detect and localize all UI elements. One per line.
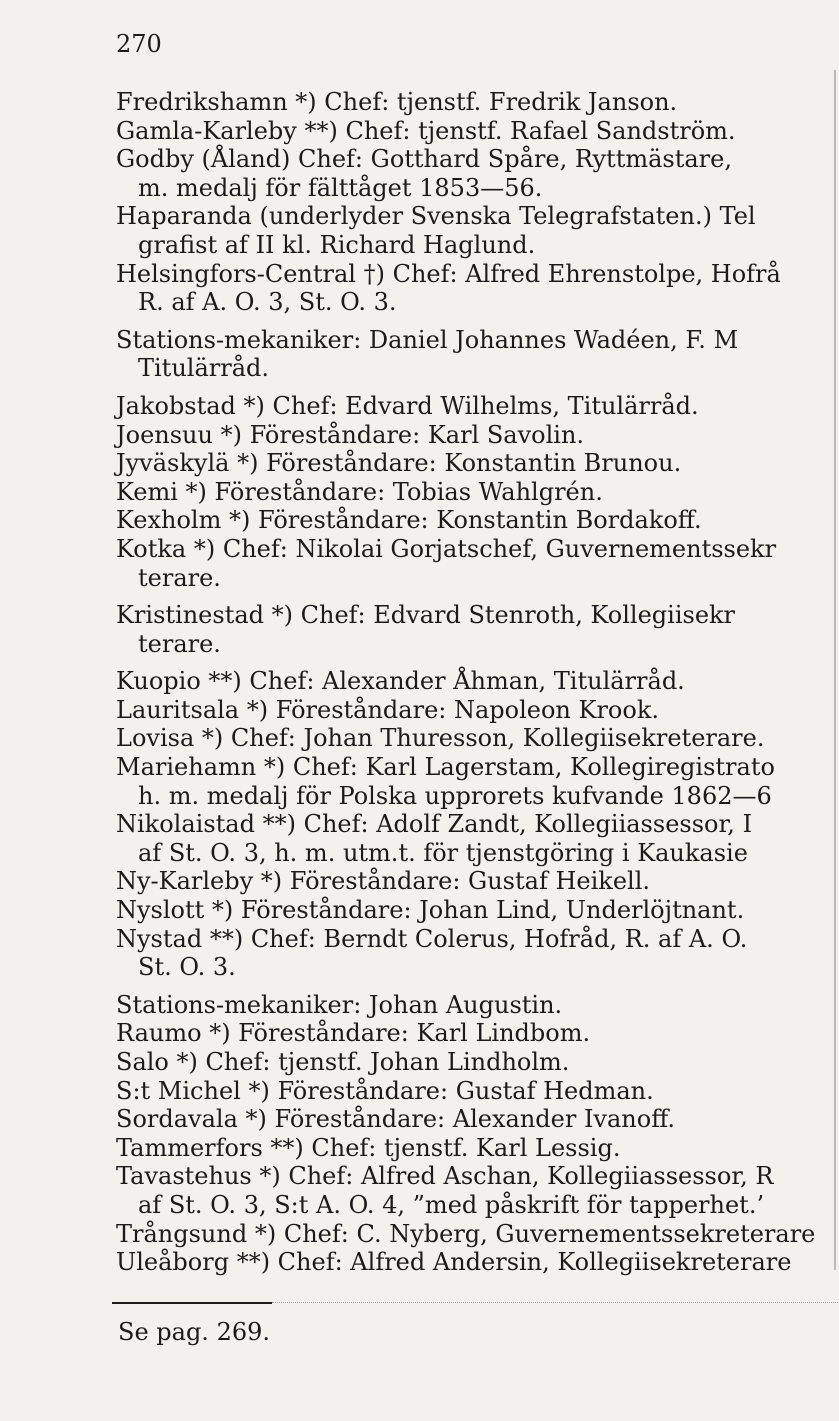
entry-continuation-line: af St. O. 3, h. m. utm.t. för tjenstgöring i Kaukasie [138, 838, 748, 867]
station-entry [116, 667, 839, 696]
station-entry [116, 696, 839, 725]
entry-line: Gamla-Karleby **) Chef: tjenstf. Rafael Sandström. [116, 116, 736, 145]
station-entry [116, 810, 839, 867]
entry-continuation-line: R. af A. O. 3, St. O. 3. [138, 288, 397, 317]
station-entry [116, 421, 839, 450]
station-entry [116, 117, 839, 146]
entry-continuation-line: grafist af II kl. Richard Haglund. [138, 230, 536, 259]
entry-line: Tavastehus *) Chef: Alfred Aschan, Kollegiiassessor, R [116, 1162, 774, 1191]
entry-line: Lauritsala *) Föreståndare: Napoleon Krook. [116, 695, 659, 724]
entry-line: Raumo *) Föreståndare: Karl Lindbom. [116, 1019, 591, 1048]
entry-line: Mariehamn *) Chef: Karl Lagerstam, Kollegiregistrato [116, 753, 775, 782]
entry-line: Kotka *) Chef: Nikolai Gorjatschef, Guvernementssekr [116, 534, 777, 563]
station-entry [116, 535, 839, 592]
station-entry [116, 925, 839, 982]
station-entry [116, 202, 839, 259]
station-entry [116, 326, 839, 383]
entry-continuation-line: Titulärråd. [138, 354, 270, 383]
entry-line: Kexholm *) Föreståndare: Konstantin Bordakoff. [116, 506, 702, 535]
entry-line: Haparanda (underlyder Svenska Telegrafstaten.) Tel [116, 202, 756, 231]
entry-continuation-line: terare. [138, 563, 221, 592]
entry-line: Lovisa *) Chef: Johan Thuresson, Kollegiisekreterare. [116, 724, 765, 753]
footnote: Se pag. 269. [118, 1318, 271, 1346]
entry-line: Stations-mekaniker: Daniel Johannes Wadéen, F. M [116, 325, 739, 354]
entry-line: Ny-Karleby *) Föreståndare: Gustaf Heikell. [116, 867, 650, 896]
entry-line: Kristinestad *) Chef: Edvard Stenroth, Kollegiisekr [116, 601, 736, 630]
station-entry [116, 1077, 839, 1106]
station-entry [116, 88, 839, 117]
station-entry [116, 867, 839, 896]
entry-line: Kuopio **) Chef: Alexander Åhman, Titulärråd. [116, 667, 685, 696]
station-entry [116, 260, 839, 317]
footnote-rule-dotted [272, 1302, 838, 1303]
entry-line: Nystad **) Chef: Berndt Colerus, Hofråd, R. af A. O. [116, 924, 748, 953]
station-entry [116, 724, 839, 753]
station-entry [116, 506, 839, 535]
station-entry [116, 1019, 839, 1048]
entry-line: Trångsund *) Chef: C. Nyberg, Guvernementssekreterare [116, 1219, 816, 1248]
entry-continuation-line: h. m. medalj för Polska upprorets kufvande 1862—6 [138, 781, 772, 810]
entry-line: Sordavala *) Föreståndare: Alexander Ivanoff. [116, 1105, 676, 1134]
entry-line: Uleåborg **) Chef: Alfred Andersin, Kollegiisekreterare [116, 1248, 792, 1277]
station-entry [116, 601, 839, 658]
entry-continuation-line: af St. O. 3, S:t A. O. 4, ”med påskrift för tapperhet.’ [138, 1190, 765, 1219]
station-entry [116, 1134, 839, 1163]
entry-line: Helsingfors-Central †) Chef: Alfred Ehrenstolpe, Hofrå [116, 259, 781, 288]
entry-line: Jyväskylä *) Föreståndare: Konstantin Brunou. [116, 449, 682, 478]
station-entry [116, 145, 839, 202]
entry-line: Nikolaistad **) Chef: Adolf Zandt, Kollegiiassessor, I [116, 810, 753, 839]
station-entry [116, 896, 839, 925]
entry-line: Kemi *) Föreståndare: Tobias Wahlgrén. [116, 477, 603, 506]
entry-line: Stations-mekaniker: Johan Augustin. [116, 990, 563, 1019]
entry-line: Salo *) Chef: tjenstf. Johan Lindholm. [116, 1048, 570, 1076]
station-entry [116, 478, 839, 507]
entry-line: Jakobstad *) Chef: Edvard Wilhelms, Titulärråd. [116, 391, 699, 420]
entry-line: Tammerfors **) Chef: tjenstf. Karl Lessig. [116, 1133, 621, 1162]
entry-continuation-line: terare. [138, 629, 221, 658]
station-entry [116, 392, 839, 421]
station-entry [116, 1162, 839, 1219]
station-entry [116, 1048, 839, 1077]
entry-continuation-line: m. medalj för fälttåget 1853—56. [138, 173, 543, 202]
footnote-rule [112, 1302, 272, 1304]
telegraph-station-list [116, 88, 839, 1277]
station-entry [116, 449, 839, 478]
entry-line: S:t Michel *) Föreståndare: Gustaf Hedman. [116, 1076, 654, 1105]
station-entry [116, 1105, 839, 1134]
entry-line: Fredrikshamn *) Chef: tjenstf. Fredrik Janson. [116, 88, 678, 116]
entry-line: Joensuu *) Föreståndare: Karl Savolin. [116, 420, 585, 449]
entry-line: Nyslott *) Föreståndare: Johan Lind, Underlöjtnant. [116, 896, 745, 925]
entry-line: Godby (Åland) Chef: Gotthard Spåre, Ryttmästare, [116, 145, 732, 174]
entry-continuation-line: St. O. 3. [138, 953, 236, 982]
station-entry [116, 991, 839, 1020]
page-number: 270 [116, 30, 162, 58]
station-entry [116, 1220, 839, 1249]
station-entry [116, 1248, 839, 1277]
station-entry [116, 753, 839, 810]
